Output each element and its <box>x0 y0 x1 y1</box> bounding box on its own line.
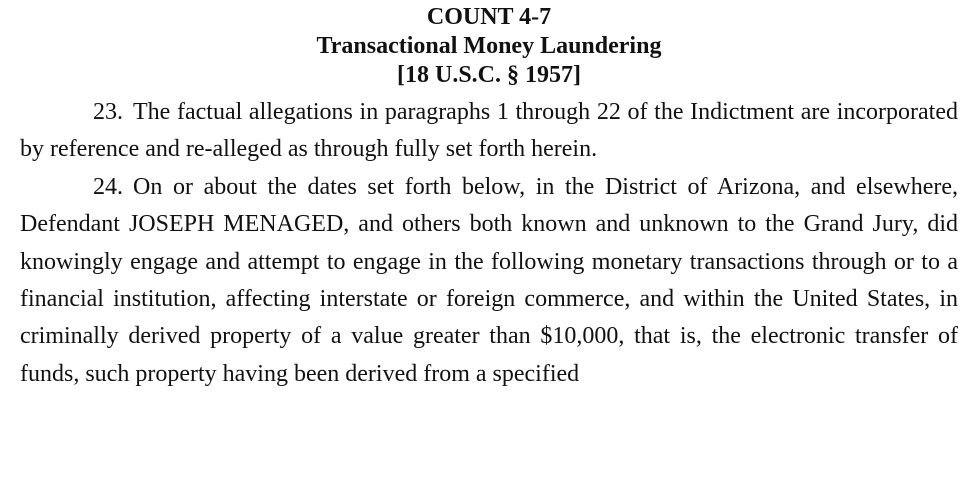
paragraph-23 <box>20 94 958 169</box>
count-number: COUNT 4-7 <box>426 4 552 30</box>
paragraph-number: 24. <box>93 173 123 200</box>
statute-citation: [18 U.S.C. § 1957] <box>397 62 581 88</box>
paragraph-text: The factual allegations in paragraphs 1 through 22 of the Indictment are incorporated by reference and re-alleged as through fully set forth herein. <box>20 99 958 163</box>
count-heading <box>20 0 958 90</box>
paragraph-text: On or about the dates set forth below, in the District of Arizona, and elsewhere, Defendant JOSEPH MENAGED, and others both known and unknown to the Grand Jury, did knowingly engage and attempt to engage in the following monetary transactions through or to a financial institution, affecting interstate or foreign commerce, and within the United States, in criminally derived property of a value greater than $10,000, that is, the electronic transfer of funds, such property having been derived from a specified <box>20 173 958 387</box>
count-title: Transactional Money Laundering <box>316 33 662 59</box>
paragraph-number: 23. <box>93 99 123 125</box>
paragraph-24 <box>20 169 958 393</box>
